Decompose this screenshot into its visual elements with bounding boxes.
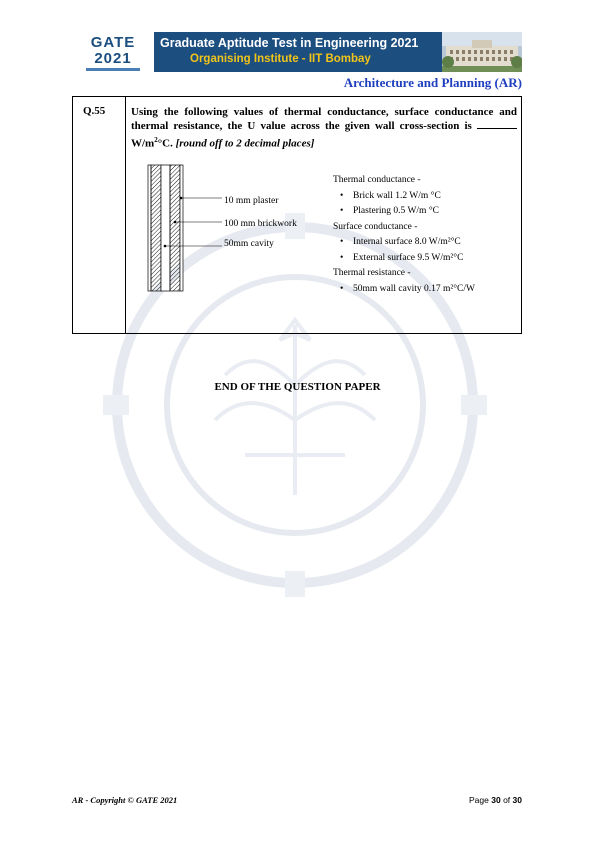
cavity [161,165,170,291]
header-title: Graduate Aptitude Test in Engineering 2021 [160,36,419,50]
logo-gate-text: GATE [90,34,136,51]
campus-building-image [442,32,522,72]
wall-section-diagram [134,160,334,295]
column-divider [125,97,126,333]
logo-year-text: 2021 [94,50,132,67]
section-title: Architecture and Planning (AR) [343,75,522,90]
end-of-paper-text: END OF THE QUESTION PAPER [214,381,381,393]
value-brick-wall: • Brick wall 1.2 W/m °C [333,189,521,205]
plaster-inner [180,165,183,291]
gate-logo [72,32,154,72]
page-of: of [503,795,511,805]
answer-blank [477,119,517,129]
value-cavity: • 50mm wall cavity 0.17 m²°C/W [333,282,521,298]
label-plaster: 10 mm plaster [224,196,279,206]
logo-stripe [86,68,140,71]
answer-unit-tail: °C. [157,137,173,150]
value-external-surface: • External surface 9.5 W/m²°C [333,251,521,267]
answer-unit-sup: 2 [154,136,158,144]
value-plastering: • Plastering 0.5 W/m °C [333,204,521,220]
plaster-outer [148,165,151,291]
page-total: 30 [512,795,522,805]
value-internal-surface: • Internal surface 8.0 W/m²°C [333,235,521,251]
given-values [333,173,521,297]
question-body: Using the following values of thermal conductance, surface conductance and thermal resistance, the U value across the given wall cross-section is [131,106,517,132]
page-current: 30 [491,795,501,805]
answer-unit: W/m [131,137,155,150]
rounding-instruction: [round off to 2 decimal places] [175,137,315,150]
surface-conductance-heading: Surface conductance - [333,221,418,232]
footer-page-number [469,795,522,805]
header-subtitle: Organising Institute - IIT Bombay [190,53,371,65]
thermal-resistance-heading: Thermal resistance - [333,268,411,278]
question-text [131,105,517,151]
footer-copyright: AR - Copyright © GATE 2021 [72,795,178,805]
label-cavity: 50mm cavity [224,239,274,249]
page-prefix: Page [468,795,489,805]
brick-leaf-inner [170,165,180,291]
thermal-conductance-heading: Thermal conductance - [333,175,421,185]
brick-leaf-outer [151,165,161,291]
question-number: Q.55 [83,105,106,117]
label-brickwork: 100 mm brickwork [224,219,297,229]
